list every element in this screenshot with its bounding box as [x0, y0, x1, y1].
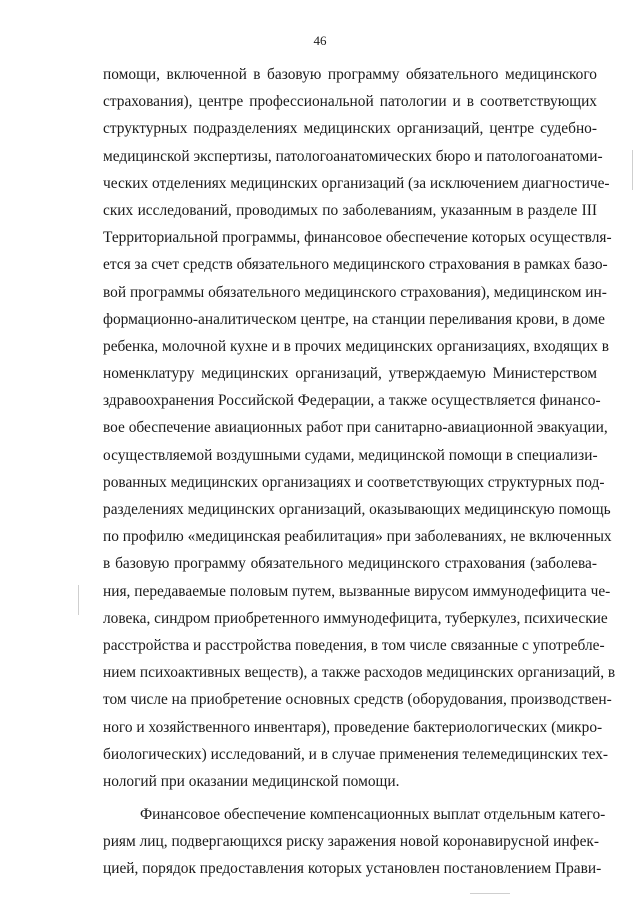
- text-line: здравоохранения Российской Федерации, а также осуществляется финансо-: [103, 392, 601, 410]
- scan-mark-bottom: [470, 893, 510, 894]
- paragraph-1: [103, 61, 616, 795]
- text-line: ется за счет средств обязательного медицинского страхования в рамках базо-: [103, 256, 608, 274]
- text-line: ния, передаваемые половым путем, вызванные вирусом иммунодефицита че-: [103, 582, 611, 600]
- scan-mark-right: [632, 150, 633, 190]
- paragraph-2: [103, 801, 606, 883]
- text-line: вой программы обязательного медицинского страхования), медицинском ин-: [103, 283, 607, 301]
- text-line: Финансовое обеспечение компенсационных выплат отдельным катего-: [140, 806, 606, 824]
- text-line: ловека, синдром приобретенного иммунодефицита, туберкулез, психические: [103, 609, 608, 627]
- text-line: нологий при оказании медицинской помощи.: [103, 772, 400, 790]
- text-line: ческих отделениях медицинских организаций (за исключением диагностиче-: [103, 174, 610, 192]
- text-line: рованных медицинских организациях и соответствующих структурных под-: [103, 473, 605, 491]
- text-line: формационно-аналитическом центре, на станции переливания крови, в доме: [103, 310, 605, 328]
- text-line: осуществляемой воздушными судами, медицинской помощи в специализи-: [103, 446, 598, 464]
- text-line: вое обеспечение авиационных работ при санитарно-авиационной эвакуации,: [103, 419, 608, 437]
- text-line: ских исследований, проводимых по заболеваниям, указанным в разделе III: [103, 201, 597, 219]
- page-number: 46: [313, 33, 327, 48]
- text-line: риям лиц, подвергающихся риску заражения новой коронавирусной инфек-: [103, 833, 600, 851]
- text-line: структурных подразделениях медицинских организаций, центре судебно-: [103, 120, 597, 138]
- text-line: помощи, включенной в базовую программу обязательного медицинского: [103, 66, 597, 83]
- text-line: расстройства и расстройства поведения, в том числе связанные с употребле-: [103, 636, 605, 654]
- text-line: ребенка, молочной кухне и в прочих медицинских организациях, входящих в: [103, 337, 609, 355]
- text-line: страхования), центре профессиональной патологии и в соответствующих: [103, 93, 597, 111]
- body-text: [103, 61, 616, 883]
- text-line: цией, порядок предоставления которых установлен постановлением Прави-: [103, 860, 602, 878]
- text-line: Территориальной программы, финансовое обеспечение которых осуществля-: [103, 229, 612, 247]
- text-line: биологических) исследований, и в случае применения телемедицинских тех-: [103, 745, 609, 763]
- text-line: разделениях медицинских организаций, оказывающих медицинскую помощь: [103, 501, 611, 518]
- text-line: в базовую программу обязательного медицинского страхования (заболева-: [103, 555, 597, 573]
- scan-mark-left: [78, 585, 79, 615]
- text-line: том числе на приобретение основных средств (оборудования, производствен-: [103, 691, 612, 709]
- text-line: номенклатуру медицинских организаций, утверждаемую Министерством: [103, 365, 597, 383]
- text-line: по профилю «медицинская реабилитация» при заболеваниях, не включенных: [103, 528, 612, 546]
- text-line: ного и хозяйственного инвентаря), проведение бактериологических (микро-: [103, 718, 603, 736]
- text-line: медицинской экспертизы, патологоанатомических бюро и патологоанатоми-: [103, 147, 603, 165]
- text-line: нием психоактивных веществ), а также расходов медицинских организаций, в: [103, 664, 616, 682]
